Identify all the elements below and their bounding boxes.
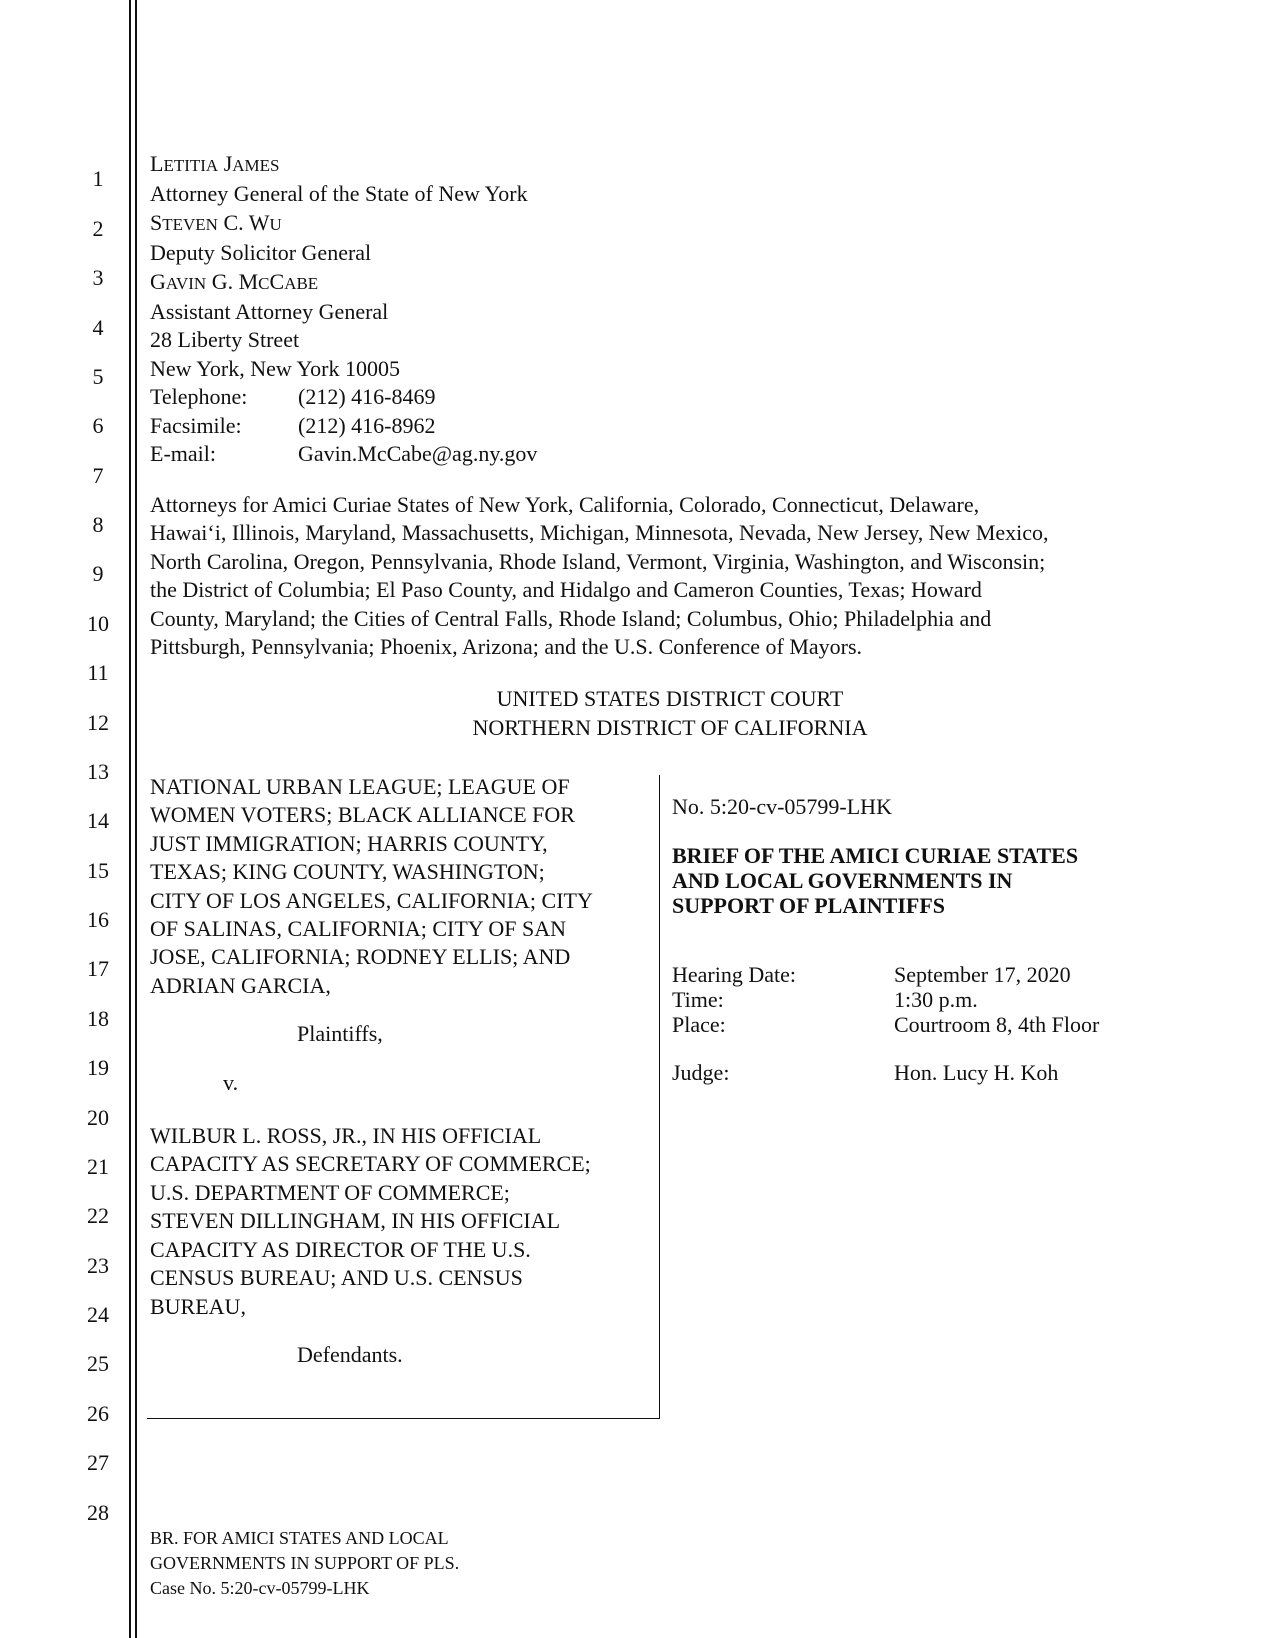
telephone-value: (212) 416-8469 (298, 384, 436, 410)
line-number: 16 (87, 907, 109, 932)
counsel-street: 28 Liberty Street (150, 327, 300, 353)
facsimile-label: Facsimile: (150, 412, 242, 438)
line-number: 25 (87, 1351, 109, 1376)
plaintiff-line: CITY OF LOS ANGELES, CALIFORNIA; CITY (150, 887, 593, 913)
case-number: No. 5:20-cv-05799-LHK (672, 794, 892, 819)
place-value: Courtroom 8, 4th Floor (894, 1012, 1100, 1037)
attorneys-line: Hawai‘i, Illinois, Maryland, Massachusetts, Michigan, Minnesota, Nevada, New Jersey, New Mexico, (150, 520, 1049, 546)
defendants-label: Defendants. (297, 1341, 403, 1367)
counsel-name-2: STEVEN C. WU (150, 209, 282, 235)
line-number: 6 (92, 413, 104, 438)
line-number: 13 (87, 759, 109, 784)
line-number: 8 (92, 512, 104, 537)
time-row (672, 987, 1099, 1012)
margin-rule-outer (129, 0, 131, 1638)
plaintiff-line: JUST IMMIGRATION; HARRIS COUNTY, (150, 830, 548, 856)
hearing-date-row (672, 962, 1099, 987)
line-number: 2 (92, 216, 104, 241)
attorneys-for-amici (150, 491, 1190, 661)
facsimile-row (150, 412, 537, 440)
plaintiff-line: WOMEN VOTERS; BLACK ALLIANCE FOR (150, 802, 575, 828)
line-number: 21 (87, 1154, 109, 1179)
footer-line-3: Case No. 5:20-cv-05799-LHK (150, 1578, 370, 1598)
line-number: 19 (87, 1055, 109, 1080)
counsel-name-3: GAVIN G. MCCABE (150, 268, 319, 294)
line-number: 4 (92, 315, 104, 340)
counsel-title-3: Assistant Attorney General (150, 299, 389, 325)
defendant-line: CENSUS BUREAU; AND U.S. CENSUS (150, 1265, 523, 1291)
time-value: 1:30 p.m. (894, 987, 978, 1012)
attorneys-line: North Carolina, Oregon, Pennsylvania, Rhode Island, Vermont, Virginia, Washington, and Wisconsin; (150, 548, 1046, 574)
defendant-line: BUREAU, (150, 1293, 246, 1319)
line-number: 3 (92, 265, 104, 290)
line-number: 14 (87, 808, 109, 833)
case-caption-parties (150, 773, 660, 1369)
counsel-title-1: Attorney General of the State of New York (150, 181, 528, 207)
hearing-date-label: Hearing Date: (672, 962, 796, 987)
line-number: 23 (87, 1253, 109, 1278)
line-number: 18 (87, 1006, 109, 1031)
email-row (150, 440, 537, 468)
court-line-1: UNITED STATES DISTRICT COURT (496, 686, 844, 711)
line-number: 12 (87, 710, 109, 735)
plaintiff-line: ADRIAN GARCIA, (150, 972, 331, 998)
email-label: E-mail: (150, 441, 216, 467)
judge-row (672, 1060, 1099, 1085)
versus: v. (223, 1069, 239, 1095)
judge-label: Judge: (672, 1060, 730, 1085)
brief-title-line: SUPPORT OF PLAINTIFFS (672, 893, 946, 918)
line-number: 24 (87, 1302, 109, 1327)
attorneys-line: County, Maryland; the Cities of Central Falls, Rhode Island; Columbus, Ohio; Philadelphia and (150, 605, 992, 631)
line-number: 17 (87, 956, 109, 981)
line-number: 15 (87, 858, 109, 883)
plaintiffs-label: Plaintiffs, (297, 1021, 383, 1047)
line-number: 28 (87, 1500, 109, 1525)
time-label: Time: (672, 987, 724, 1012)
line-number: 22 (87, 1203, 109, 1228)
court-name (150, 684, 1190, 742)
brief-title-line: BRIEF OF THE AMICI CURIAE STATES (672, 843, 1079, 868)
line-number: 1 (92, 166, 104, 191)
telephone-row (150, 383, 537, 411)
line-number: 7 (92, 463, 104, 488)
judge-value: Hon. Lucy H. Koh (894, 1060, 1059, 1085)
line-number: 27 (87, 1450, 109, 1475)
line-number: 10 (87, 611, 109, 636)
footer-line-2: GOVERNMENTS IN SUPPORT OF PLS. (150, 1553, 460, 1573)
line-number: 26 (87, 1401, 109, 1426)
brief-title (672, 843, 1078, 918)
defendant-line: STEVEN DILLINGHAM, IN HIS OFFICIAL (150, 1208, 561, 1234)
plaintiff-line: NATIONAL URBAN LEAGUE; LEAGUE OF (150, 774, 570, 799)
defendant-line: U.S. DEPARTMENT OF COMMERCE; (150, 1179, 510, 1205)
attorneys-line: the District of Columbia; El Paso County, and Hidalgo and Cameron Counties, Texas; Howard (150, 577, 982, 603)
line-number: 11 (87, 660, 109, 685)
email-value: Gavin.McCabe@ag.ny.gov (298, 441, 538, 467)
facsimile-value: (212) 416-8962 (298, 412, 436, 438)
counsel-block (150, 150, 537, 468)
brief-title-line: AND LOCAL GOVERNMENTS IN (672, 868, 1013, 893)
defendant-line: CAPACITY AS DIRECTOR OF THE U.S. (150, 1236, 531, 1262)
plaintiff-line: JOSE, CALIFORNIA; RODNEY ELLIS; AND (150, 944, 571, 970)
plaintiff-line: OF SALINAS, CALIFORNIA; CITY OF SAN (150, 916, 567, 942)
place-label: Place: (672, 1012, 726, 1037)
margin-rule-inner (135, 0, 137, 1638)
place-row (672, 1012, 1099, 1037)
counsel-title-2: Deputy Solicitor General (150, 240, 372, 266)
hearing-info (672, 962, 1099, 1085)
line-number: 5 (92, 364, 104, 389)
attorneys-line: Attorneys for Amici Curiae States of New York, California, Colorado, Connecticut, Delaware, (150, 492, 980, 517)
page-footer (150, 1526, 459, 1601)
counsel-city: New York, New York 10005 (150, 355, 400, 381)
telephone-label: Telephone: (150, 384, 248, 410)
defendant-line: CAPACITY AS SECRETARY OF COMMERCE; (150, 1151, 591, 1177)
caption-divider-horizontal (147, 1418, 660, 1419)
court-line-2: NORTHERN DISTRICT OF CALIFORNIA (472, 715, 868, 740)
counsel-name-1: LETITIA JAMES (150, 151, 280, 176)
plaintiff-line: TEXAS; KING COUNTY, WASHINGTON; (150, 859, 545, 885)
defendant-line: WILBUR L. ROSS, JR., IN HIS OFFICIAL (150, 1123, 542, 1149)
attorneys-line: Pittsburgh, Pennsylvania; Phoenix, Arizona; and the U.S. Conference of Mayors. (150, 634, 863, 660)
footer-line-1: BR. FOR AMICI STATES AND LOCAL (150, 1528, 449, 1548)
caption-divider-vertical (659, 775, 660, 1419)
line-number: 20 (87, 1105, 109, 1130)
line-number: 9 (92, 561, 104, 586)
hearing-date-value: September 17, 2020 (894, 962, 1071, 987)
